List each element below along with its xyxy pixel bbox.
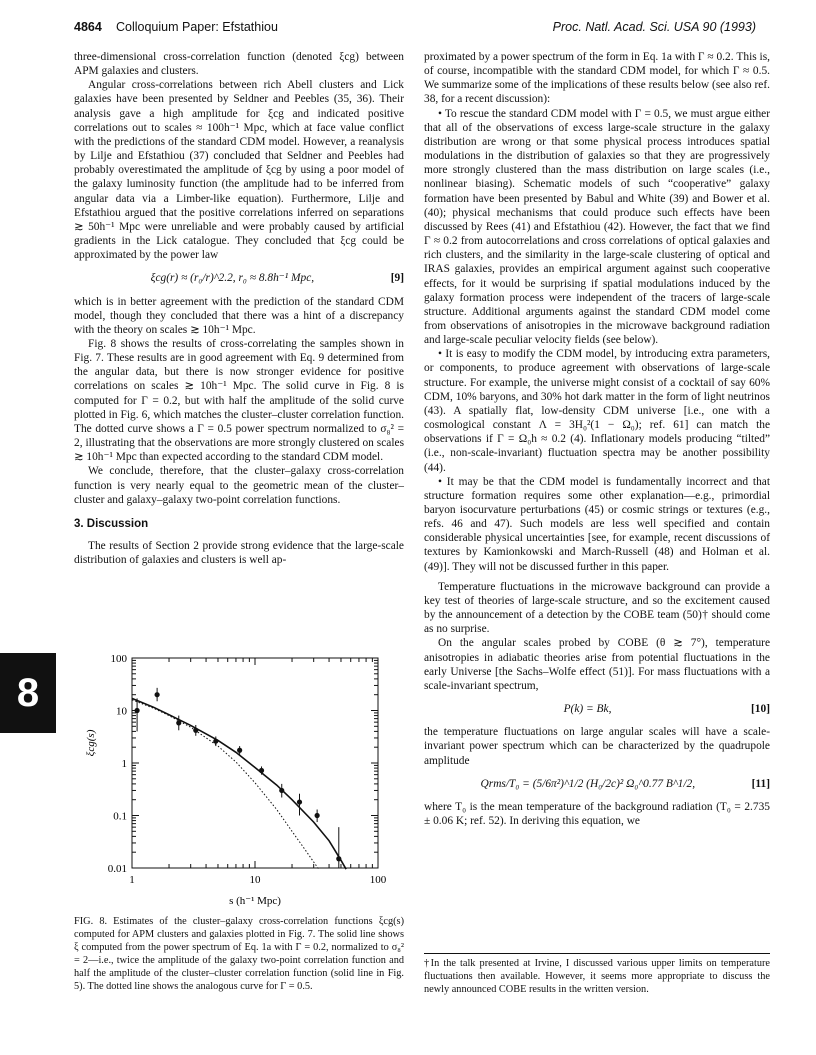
data-point bbox=[336, 856, 341, 861]
section-heading: 3. Discussion bbox=[74, 517, 149, 530]
right-column bbox=[424, 50, 770, 828]
y-tick-label: 0.1 bbox=[113, 810, 127, 823]
paragraph: Temperature fluctuations in the microwave background can provide a key test of theories of large-scale structure, and so the excitement caused by the announcement of a detection by the COBE team (50)† should come as no surprise. bbox=[424, 580, 770, 636]
y-tick-label: 1 bbox=[121, 758, 127, 770]
running-title: Colloquium Paper: Efstathiou bbox=[116, 20, 278, 34]
x-tick-label: 10 bbox=[249, 874, 261, 886]
left-column bbox=[74, 50, 404, 567]
data-point bbox=[193, 728, 198, 733]
data-point bbox=[155, 692, 160, 697]
running-header bbox=[74, 20, 756, 40]
bullet-paragraph: • It is easy to modify the CDM model, by introducing extra parameters, or components, to produce agreement with observations of large-scale structure. For example, the universe might consist of a cocktail of say 60% CDM, 10% baryons, and 30% hot dark matter in the form of light neutrinos (43). A spatially flat, low-density CDM universe [i.e., one with a cosmological constant Λ = 3H₀²(1 − Ω₀); ref. 61] can match the observations if Γ = Ω₀h ≈ 0.2 (4). Inflationary models producing “tilted” (i.e., non-scale-invariant) fluctuation spectra may be another possibility (44). bbox=[424, 348, 770, 474]
chapter-tab: 8 bbox=[0, 653, 56, 733]
figure-caption: FIG. 8. Estimates of the cluster–galaxy cross-correlation functions ξcg(s) computed for APM clusters and galaxies plotted in Fig. 7. The solid line shows ξ computed from the power spectrum of Eq. 1a with Γ = 0.2, normalized to σ₈² = 2—i.e., twice the amplitude of the galaxy two-point correlation function and half the amplitude of the cluster–cluster correlation function (solid line in Fig. 5). The dotted line shows the analogous curve for Γ = 0.5. bbox=[74, 916, 404, 992]
page-number: 4864 bbox=[74, 20, 102, 34]
paragraph: the temperature fluctuations on large angular scales will have a scale-invariant power spectrum which can be characterized by the quadrupole amplitude bbox=[424, 726, 770, 767]
plot-area bbox=[108, 653, 387, 886]
paragraph: We conclude, therefore, that the cluster–galaxy cross-correlation function is very nearly equal to the geometric mean of the cluster–cluster and galaxy–galaxy two-point correlation functions. bbox=[74, 465, 404, 506]
y-tick-label: 100 bbox=[110, 653, 127, 665]
y-axis-label: ξcg(s) bbox=[85, 729, 97, 757]
data-point bbox=[237, 748, 242, 753]
equation-body: Qrms/T₀ = (5/6π²)^1/2 (H₀/2c)² Ω₀^0.77 B^1/2, bbox=[480, 777, 696, 790]
equation-body: ξcg(r) ≈ (r₀/r)^2.2, r₀ ≈ 8.8h⁻¹ Mpc, bbox=[150, 272, 315, 285]
paragraph: On the angular scales probed by COBE (θ ≳ 7°), temperature anisotropies in adiabatic theories arise from potential fluctuations in the early Universe [the Sachs–Wolfe effect (51)]. For mass fluctuations with a scale-invariant spectrum, bbox=[424, 637, 770, 692]
y-tick-label: 10 bbox=[116, 705, 127, 718]
data-point bbox=[315, 813, 320, 818]
solid-curve bbox=[132, 698, 346, 869]
paragraph: three-dimensional cross-correlation function (denoted ξcg) between APM galaxies and clusters. bbox=[74, 51, 404, 78]
bullet-paragraph: • To rescue the standard CDM model with Γ = 0.5, we must argue either that all of the observations of excess large-scale structure in the galaxy distribution are wrong or that some physical process introduces spatial modulations in the distribution of galaxies so that they are progressively more strongly clustered than the mass distribution on large scales (i.e., nonlinear biasing). Schematic models of such “cooperative” galaxy formation have been presented by Babul and White (39) and Bower et al. (40); physical mechanisms that could produce such effects have been discussed by Rees (41) and Efstathiou (42). However, the fact that we find Γ ≈ 0.2 from autocorrelations and cross correlations of optical galaxies and rich clusters, and the similarity in the large-scale clustering of optical and IRAS galaxies, provides an empirical argument against such cooperative effects, for it would be surprising if spatial modulations induced by the galaxy formation process were independent of the tracers of large-scale structure. Additional arguments against the standard CDM model come from observations of anisotropies in the microwave background radiation and large-scale peculiar velocity fields (see below). bbox=[424, 107, 770, 347]
paragraph: proximated by a power spectrum of the form in Eq. 1a with Γ ≈ 0.2. This is, of course, incompatible with the standard CDM model, for which Γ ≈ 0.5. We summarize some of the implications of these results below (see also ref. 38, for a recent discussion): bbox=[424, 51, 770, 106]
paragraph: Angular cross-correlations between rich Abell clusters and Lick galaxies have been presented by Seldner and Peebles (35, 36). Their analysis gave a high amplitude for ξcg and indicated positive correlations out to scales ≈ 100h⁻¹ Mpc, which at face value conflict with the predictions of the standard CDM model. However, a reanalysis by Lilje and Efstathiou (37) concluded that Seldner and Peebles had probably overestimated the amplitude of ξcg by using a poor model of the galaxy luminosity function (the amplitude had to be inferred from angular data via a Limber-like equation). Furthermore, Lilje and Efstathiou argued that the positive correlations inferred on separations ≳ 50h⁻¹ Mpc were unreliable and were probably caused by artificial gradients in the Lick catalogue. They concluded that ξcg could be approximated by the power law bbox=[74, 79, 404, 262]
equation-9 bbox=[74, 271, 404, 285]
data-point bbox=[213, 739, 218, 744]
figure-8-chart bbox=[72, 648, 402, 910]
y-tick-label: 0.01 bbox=[107, 863, 127, 875]
x-tick-label: 100 bbox=[369, 874, 387, 886]
data-point bbox=[176, 720, 181, 725]
data-point bbox=[134, 708, 139, 713]
paragraph: Fig. 8 shows the results of cross-correlating the samples shown in Fig. 7. These results are in good agreement with Eq. 9 determined from the angular data, but there is now stronger evidence for positive correlations on scales ≳ 10h⁻¹ Mpc. The solid curve in Fig. 8 is computed for Γ = 0.2, but with half the amplitude of the solid curve plotted in Fig. 6, which matches the cluster–cluster correlation function. The dotted curve shows a Γ = 0.5 power spectrum normalized to σ₈² = 2, illustrating that the observations are more strongly clustered on scales ≳ 10h⁻¹ Mpc than expected according to the standard CDM model. bbox=[74, 337, 404, 464]
data-point bbox=[279, 788, 284, 793]
equation-number: [9] bbox=[390, 272, 404, 285]
footnote: †In the talk presented at Irvine, I discussed various upper limits on temperature fluctuations then available. However, it seems more appropriate to discuss the newly announced COBE results in the written version. bbox=[424, 953, 770, 996]
x-axis-label: s (h⁻¹ Mpc) bbox=[229, 895, 281, 907]
equation-number: [10] bbox=[751, 703, 770, 716]
paragraph: which is in better agreement with the prediction of the standard CDM model, though they concluded that there was a hint of a discrepancy with the theory on scales ≳ 10h⁻¹ Mpc. bbox=[74, 295, 404, 336]
equation-body: P(k) = Bk, bbox=[563, 703, 612, 716]
equation-11 bbox=[424, 777, 770, 791]
equation-number: [11] bbox=[751, 777, 770, 790]
bullet-paragraph: • It may be that the CDM model is fundamentally incorrect and that structure formation requires some other explanation—e.g., primordial baryon isocurvature perturbations (45) or cosmic strings or textures (e.g., refs. 46 and 47). Such models are less well specified and contain considerable physical uncertainties [see, for example, recent discussions of textures by Kamionkowski and March-Russell (48) and Holman et al. (49)]. They will not be discussed further in this paper. bbox=[424, 475, 770, 573]
data-point bbox=[259, 768, 264, 773]
plot-frame bbox=[132, 658, 378, 868]
paragraph: where T₀ is the mean temperature of the background radiation (T₀ = 2.735 ± 0.06 K; ref. 52). In deriving this equation, we bbox=[424, 800, 770, 827]
paragraph: The results of Section 2 provide strong evidence that the large-scale distribution of galaxies and clusters is well ap- bbox=[74, 540, 404, 567]
dotted-curve bbox=[132, 700, 319, 869]
x-tick-label: 1 bbox=[129, 874, 135, 886]
equation-10 bbox=[424, 702, 770, 716]
data-point bbox=[297, 799, 302, 804]
journal-citation: Proc. Natl. Acad. Sci. USA 90 (1993) bbox=[552, 20, 756, 34]
